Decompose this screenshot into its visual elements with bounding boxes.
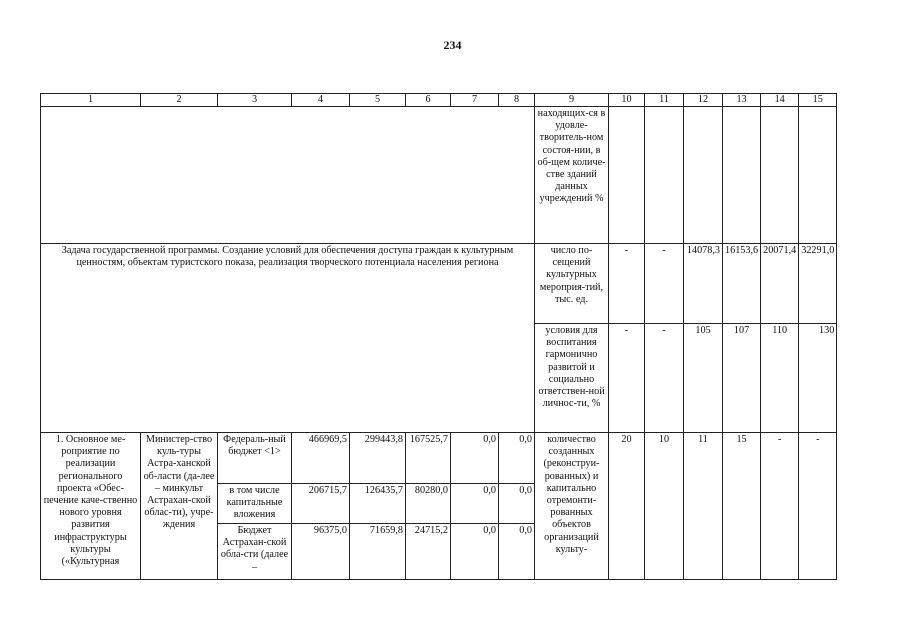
value-cell: -: [609, 324, 645, 433]
column-number: 3: [218, 94, 292, 107]
amount-cell: 0,0: [499, 433, 535, 484]
column-number: 2: [141, 94, 218, 107]
column-number: 8: [499, 94, 535, 107]
value-cell: 110: [761, 324, 799, 433]
funding-source: Федераль-ный бюджет <1>: [218, 433, 292, 484]
column-number: 13: [723, 94, 761, 107]
amount-cell: 167525,7: [406, 433, 451, 484]
value-cell: 11: [684, 433, 723, 580]
table-row: [41, 107, 837, 244]
funding-source: в том числе капитальные вложения: [218, 484, 292, 524]
value-cell: 20: [609, 433, 645, 580]
amount-cell: 299443,8: [350, 433, 406, 484]
value-cell: 105: [684, 324, 723, 433]
indicator-cell: условия для воспитания гармонично развитой и социально ответствен-ной личнос-ти, %: [535, 324, 609, 433]
column-number: 6: [406, 94, 451, 107]
empty-cell: [684, 107, 723, 244]
value-cell: -: [609, 244, 645, 324]
value-cell: 14078,3: [684, 244, 723, 324]
amount-cell: 0,0: [451, 433, 499, 484]
amount-cell: 466969,5: [292, 433, 350, 484]
empty-cell: [41, 107, 535, 244]
amount-cell: 80280,0: [406, 484, 451, 524]
amount-cell: 0,0: [499, 524, 535, 580]
column-number: 7: [451, 94, 499, 107]
table-row: [41, 244, 837, 324]
value-cell: 10: [645, 433, 684, 580]
funding-source: Бюджет Астрахан-ской обла-сти (далее –: [218, 524, 292, 580]
column-number: 9: [535, 94, 609, 107]
program-table: [40, 93, 837, 580]
indicator-cell: количество созданных (реконструи-рованных) и капитально отремонти-рованных объектов организаций культу-: [535, 433, 609, 580]
amount-cell: 126435,7: [350, 484, 406, 524]
column-number: 14: [761, 94, 799, 107]
column-number: 12: [684, 94, 723, 107]
table-row: [41, 433, 837, 484]
amount-cell: 0,0: [451, 524, 499, 580]
column-number: 15: [799, 94, 837, 107]
column-number: 5: [350, 94, 406, 107]
empty-cell: [609, 107, 645, 244]
task-description: Задача государственной программы. Создание условий для обеспечения доступа граждан к культурным ценностям, объектам туристского показа, реализация творческого потенциала населения региона: [41, 244, 535, 433]
value-cell: 20071,4: [761, 244, 799, 324]
column-number: 11: [645, 94, 684, 107]
amount-cell: 96375,0: [292, 524, 350, 580]
value-cell: 32291,0: [799, 244, 837, 324]
empty-cell: [723, 107, 761, 244]
executor-cell: Министер-ство куль-туры Астра-ханской об-ласти (да-лее – минкульт Астрахан-ской облас-ти), учре-ждения: [141, 433, 218, 580]
page-number: 234: [443, 38, 462, 52]
amount-cell: 0,0: [451, 484, 499, 524]
value-cell: -: [761, 433, 799, 580]
amount-cell: 24715,2: [406, 524, 451, 580]
amount-cell: 71659,8: [350, 524, 406, 580]
column-number: 4: [292, 94, 350, 107]
value-cell: 15: [723, 433, 761, 580]
empty-cell: [799, 107, 837, 244]
value-cell: -: [645, 244, 684, 324]
empty-cell: [645, 107, 684, 244]
column-number: 1: [41, 94, 141, 107]
column-number-row: [41, 94, 837, 107]
event-cell: 1. Основное ме-роприятие по реализации регионального проекта «Обес-печение каче-ственно нового уровня развития инфраструктуры культуры («Культурная: [41, 433, 141, 580]
indicator-cell: число по-сещений культурных мероприя-тий, тыс. ед.: [535, 244, 609, 324]
value-cell: 16153,6: [723, 244, 761, 324]
indicator-cell: находящих-ся в удовле-творитель-ном состоя-нии, в об-щем количе-стве зданий данных учреждений %: [535, 107, 609, 244]
empty-cell: [761, 107, 799, 244]
value-cell: -: [645, 324, 684, 433]
amount-cell: 0,0: [499, 484, 535, 524]
value-cell: 130: [799, 324, 837, 433]
value-cell: 107: [723, 324, 761, 433]
column-number: 10: [609, 94, 645, 107]
value-cell: -: [799, 433, 837, 580]
amount-cell: 206715,7: [292, 484, 350, 524]
